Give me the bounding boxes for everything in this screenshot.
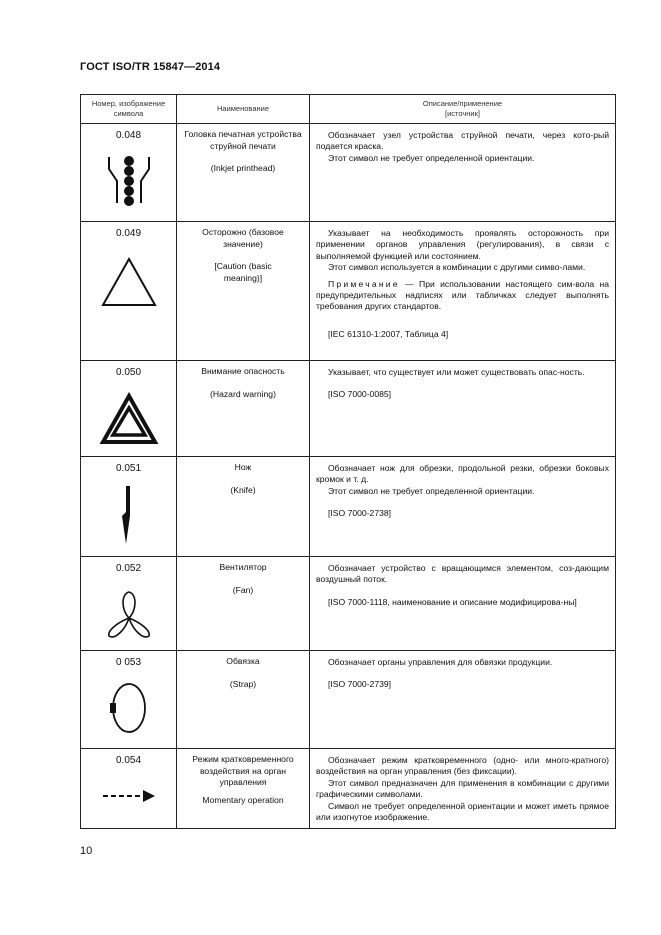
symbol-number: 0.048 — [115, 130, 142, 141]
symbol-number: 0 053 — [115, 657, 142, 668]
symbol-name-ru: Нож — [234, 462, 252, 472]
symbol-name-en: (Inkjet printhead) — [210, 163, 276, 173]
caution-triangle-icon — [99, 255, 159, 311]
name-cell — [177, 361, 310, 457]
symbol-cell — [81, 651, 177, 749]
source-reference: [ISO 7000-2738] — [328, 508, 392, 519]
note-body: — При использовании настоящего сим-вола на предупредительных надписях или табличках следует выполнять требования других стандартов. — [316, 278, 609, 312]
description-cell — [310, 457, 616, 557]
header-number — [81, 95, 177, 124]
description-text: Обозначает устройство с вращающимся элементом, соз-дающим воздушный поток. — [316, 563, 609, 585]
strap-icon — [99, 678, 159, 738]
page-number: 10 — [80, 845, 93, 857]
table-row — [81, 651, 616, 749]
header-description-line1: Описание/применение — [422, 99, 503, 108]
note-text — [316, 279, 609, 313]
header-name-text: Наименование — [217, 104, 269, 113]
description-text: Указывает, что существует или может существовать опас-ность. — [328, 367, 585, 377]
symbol-number: 0.050 — [115, 367, 142, 378]
header-description-line2: [источник] — [445, 109, 480, 118]
header-number-line1: Номер, изображение — [91, 99, 166, 108]
symbol-cell — [81, 749, 177, 829]
description-text: Обозначает нож для обрезки, продольной резки, обрезки боковых кромок и т. д. — [316, 463, 609, 485]
hazard-warning-icon — [99, 392, 159, 446]
symbols-table — [80, 94, 616, 829]
name-cell — [177, 222, 310, 361]
symbol-cell — [81, 557, 177, 651]
symbol-number: 0.054 — [115, 755, 142, 766]
symbol-cell — [81, 124, 177, 222]
source-reference: [ISO 7000-0085] — [328, 389, 392, 400]
name-cell — [177, 557, 310, 651]
description-cell — [310, 361, 616, 457]
symbol-name-ru: Головка печатная устройства струйной печати — [184, 129, 302, 151]
symbol-cell — [81, 361, 177, 457]
table-row — [81, 749, 616, 829]
table-row — [81, 557, 616, 651]
fan-icon — [99, 584, 159, 640]
name-cell — [177, 749, 310, 829]
description-text: Обозначает органы управления для обвязки продукции. — [328, 657, 553, 667]
symbol-cell — [81, 457, 177, 557]
description-text: Этот символ предназначен для применения в комбинации с другими графическими символами. — [316, 777, 609, 800]
symbol-name-ru: Режим кратковременного воздействия на орган управления — [192, 754, 294, 787]
table-header-row — [81, 95, 616, 124]
description-text: Этот символ не требует определенной ориентации. — [328, 152, 535, 163]
description-text: Этот символ не требует определенной ориентации. — [328, 485, 535, 496]
header-name — [177, 95, 310, 124]
source-reference: [IEC 61310-1:2007, Таблица 4] — [328, 328, 449, 339]
symbol-name-en: Momentary operation — [202, 794, 284, 805]
description-cell — [310, 749, 616, 829]
table-row — [81, 361, 616, 457]
name-cell — [177, 457, 310, 557]
symbol-cell — [81, 222, 177, 361]
document-title: ГОСТ ISO/TR 15847—2014 — [80, 61, 221, 73]
description-text: Обозначает узел устройства струйной печати, через кото-рый подается краска. — [316, 130, 609, 152]
description-text: Этот символ используется в комбинации с другими симво-лами. — [328, 262, 586, 273]
symbol-name-en: (Hazard warning) — [210, 388, 276, 399]
symbol-number: 0.052 — [115, 563, 142, 574]
name-cell — [177, 124, 310, 222]
description-cell — [310, 124, 616, 222]
header-number-line2: символа — [113, 109, 144, 118]
symbol-name-ru: Осторожно (базовое значение) — [202, 227, 284, 249]
name-cell — [177, 651, 310, 749]
table-row — [81, 124, 616, 222]
symbol-name-ru: Внимание опасность — [201, 366, 285, 376]
symbol-name-en: [Caution (basic meaning)] — [214, 261, 272, 283]
description-cell — [310, 651, 616, 749]
note-label: Примечание — [328, 278, 400, 289]
symbol-number: 0.049 — [115, 228, 142, 239]
description-text: Символ не требует определенной ориентации и может иметь прямое или изогнутое изображение. — [316, 800, 609, 823]
source-reference: [ISO 7000-1118, наименование и описание модифицирова-ны] — [328, 596, 577, 607]
symbol-number: 0.051 — [115, 463, 142, 474]
description-text: Обозначает режим кратковременного (одно- или много-кратного) воздействия на орган управления (без фиксации). — [316, 755, 609, 777]
description-cell — [310, 222, 616, 361]
knife-icon — [99, 482, 159, 548]
source-reference: [ISO 7000-2739] — [328, 679, 392, 690]
description-text: Указывает на необходимость проявлять осторожность при применении органов управления (регулирования), в связи с выполняемой функцией или состоянием. — [316, 228, 609, 261]
table-row — [81, 222, 616, 361]
inkjet-printhead-icon — [99, 151, 159, 213]
symbol-name-en: (Knife) — [230, 484, 256, 495]
symbol-name-en: (Fan) — [232, 584, 254, 595]
table-row — [81, 457, 616, 557]
symbol-name-en: (Strap) — [229, 678, 257, 689]
symbol-name-ru: Обвязка — [226, 656, 260, 666]
header-description — [310, 95, 616, 124]
description-cell — [310, 557, 616, 651]
symbol-name-ru: Вентилятор — [219, 562, 267, 572]
momentary-operation-arrow-icon — [99, 786, 159, 806]
